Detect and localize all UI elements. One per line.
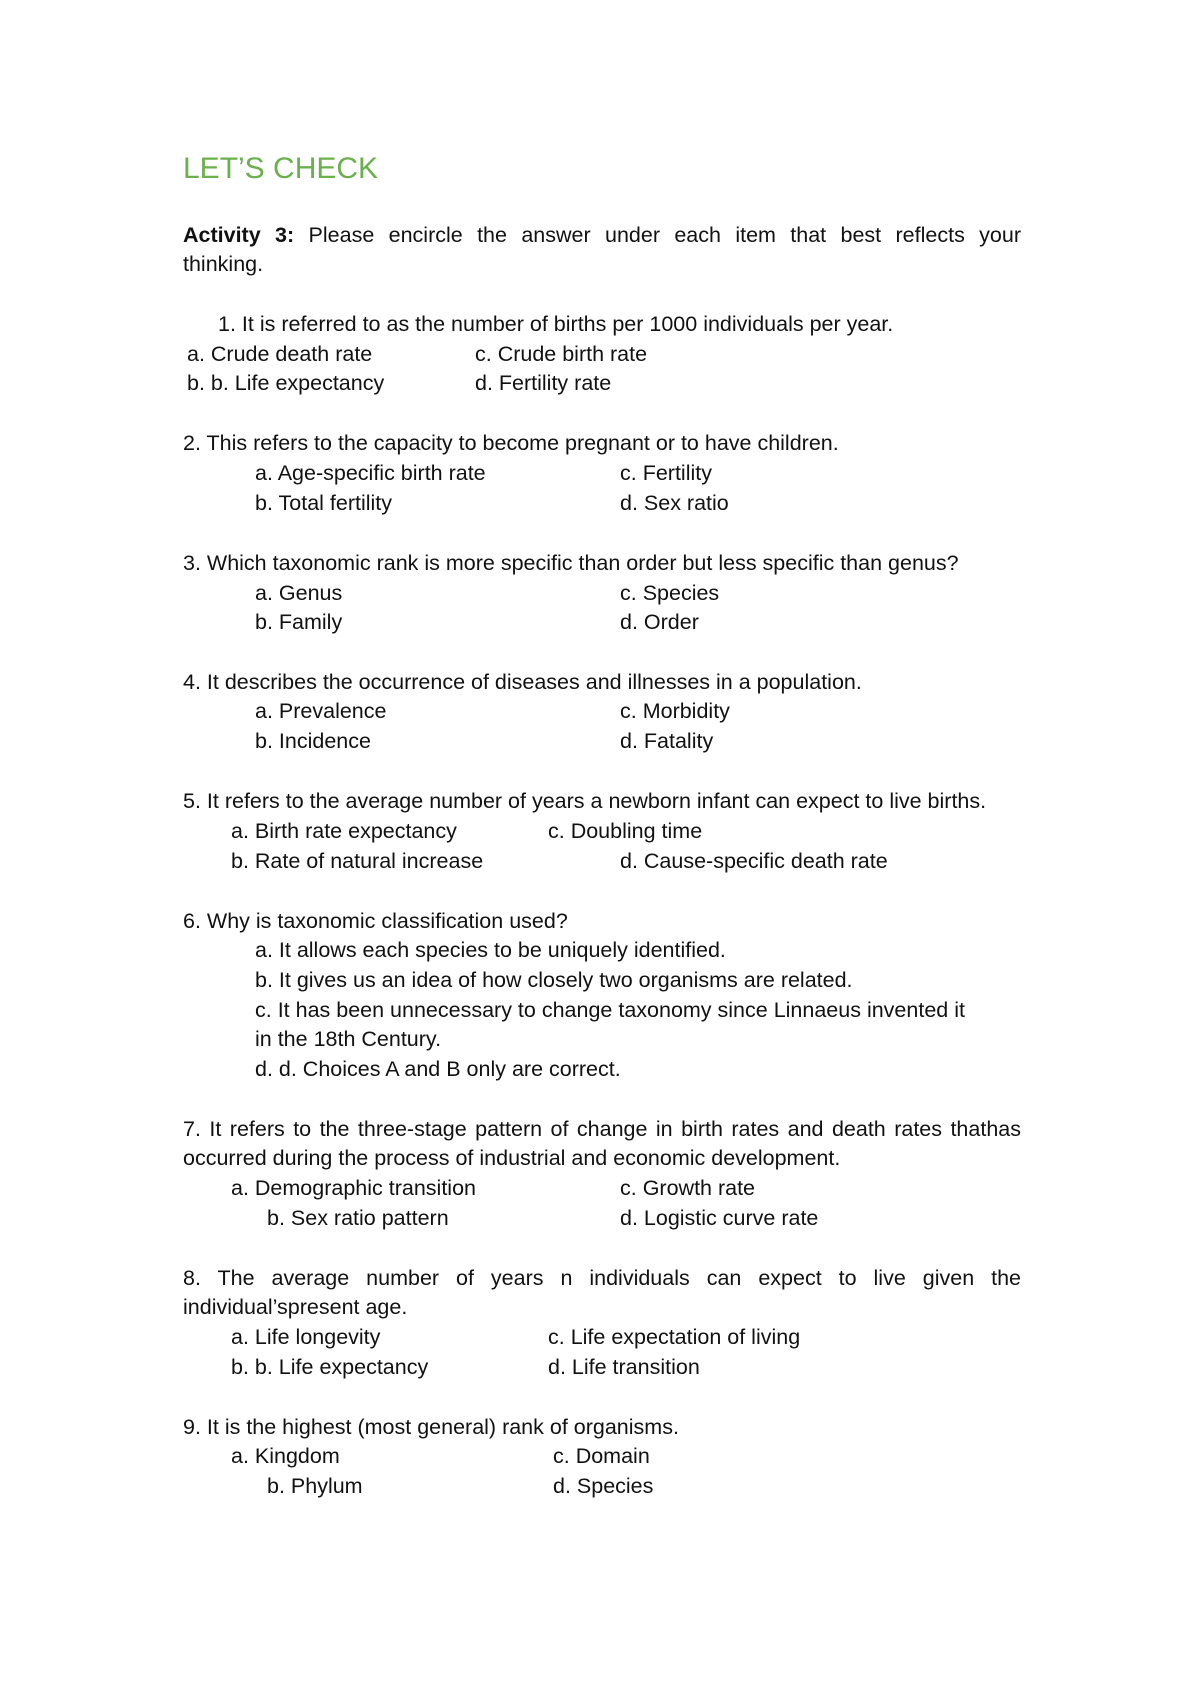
question-7-stem-line1: 7. It refers to the three-stage pattern of change in birth rates and death rates thathas — [183, 1117, 1021, 1141]
question-6-option-b[interactable]: b. It gives us an idea of how closely two organisms are related. — [255, 968, 853, 992]
question-2-option-d[interactable]: d. Sex ratio — [620, 491, 729, 515]
question-9-option-d[interactable]: d. Species — [553, 1474, 654, 1498]
question-1-option-d[interactable]: d. Fertility rate — [475, 371, 612, 395]
question-2-option-c[interactable]: c. Fertility — [620, 461, 712, 485]
question-3-option-d[interactable]: d. Order — [620, 610, 699, 634]
page-heading: LET’S CHECK — [183, 152, 379, 185]
question-8-option-a[interactable]: a. Life longevity — [231, 1325, 381, 1349]
question-1-option-c[interactable]: c. Crude birth rate — [475, 342, 648, 366]
question-4-stem: 4. It describes the occurrence of diseases and illnesses in a population. — [183, 670, 862, 694]
question-7-stem-line2: occurred during the process of industrial and economic development. — [183, 1146, 841, 1170]
question-8-option-b[interactable]: b. b. Life expectancy — [231, 1355, 429, 1379]
question-7-option-c[interactable]: c. Growth rate — [620, 1176, 756, 1200]
question-4-option-d[interactable]: d. Fatality — [620, 729, 714, 753]
question-7-option-d[interactable]: d. Logistic curve rate — [620, 1206, 819, 1230]
question-9-option-c[interactable]: c. Domain — [553, 1444, 650, 1468]
question-5-option-d[interactable]: d. Cause-specific death rate — [620, 849, 888, 873]
question-9-option-a[interactable]: a. Kingdom — [231, 1444, 340, 1468]
question-4-option-a[interactable]: a. Prevalence — [255, 699, 387, 723]
question-6-stem: 6. Why is taxonomic classification used? — [183, 909, 568, 933]
question-4-option-c[interactable]: c. Morbidity — [620, 699, 730, 723]
activity-instruction-text: Please encircle the answer under each item that best reflects your — [308, 223, 1022, 247]
question-5-option-b[interactable]: b. Rate of natural increase — [231, 849, 484, 873]
question-6-option-d[interactable]: d. d. Choices A and B only are correct. — [255, 1057, 621, 1081]
question-1-stem: 1. It is referred to as the number of births per 1000 individuals per year. — [218, 312, 894, 336]
question-3-option-a[interactable]: a. Genus — [255, 581, 343, 605]
question-9-stem: 9. It is the highest (most general) rank of organisms. — [183, 1415, 679, 1439]
question-2-stem: 2. This refers to the capacity to become pregnant or to have children. — [183, 431, 839, 455]
question-3-option-c[interactable]: c. Species — [620, 581, 720, 605]
question-8-stem-line2: individual’spresent age. — [183, 1295, 408, 1319]
activity-instruction-line1 — [183, 221, 1021, 250]
question-9-option-b[interactable]: b. Phylum — [267, 1474, 363, 1498]
question-8-option-d[interactable]: d. Life transition — [548, 1355, 700, 1379]
question-1-option-b[interactable]: b. b. Life expectancy — [187, 371, 385, 395]
question-2-option-a[interactable]: a. Age-specific birth rate — [255, 461, 486, 485]
question-6-option-c-line2[interactable]: in the 18th Century. — [255, 1027, 442, 1051]
question-6-option-a[interactable]: a. It allows each species to be uniquely identified. — [255, 938, 726, 962]
question-4-option-b[interactable]: b. Incidence — [255, 729, 371, 753]
question-8-option-c[interactable]: c. Life expectation of living — [548, 1325, 801, 1349]
activity-instruction-line2: thinking. — [183, 252, 264, 276]
question-5-stem: 5. It refers to the average number of years a newborn infant can expect to live births. — [183, 789, 987, 813]
question-7-option-b[interactable]: b. Sex ratio pattern — [267, 1206, 449, 1230]
question-3-option-b[interactable]: b. Family — [255, 610, 343, 634]
question-2-option-b[interactable]: b. Total fertility — [255, 491, 393, 515]
question-7-option-a[interactable]: a. Demographic transition — [231, 1176, 476, 1200]
activity-label: Activity 3: — [183, 223, 295, 247]
question-5-option-a[interactable]: a. Birth rate expectancy — [231, 819, 457, 843]
question-8-stem-line1: 8. The average number of years n individuals can expect to live given the — [183, 1266, 1021, 1290]
question-6-option-c-line1[interactable]: c. It has been unnecessary to change taxonomy since Linnaeus invented it — [255, 998, 965, 1022]
question-3-stem: 3. Which taxonomic rank is more specific than order but less specific than genus? — [183, 551, 959, 575]
question-1-option-a[interactable]: a. Crude death rate — [187, 342, 373, 366]
question-5-option-c[interactable]: c. Doubling time — [548, 819, 703, 843]
